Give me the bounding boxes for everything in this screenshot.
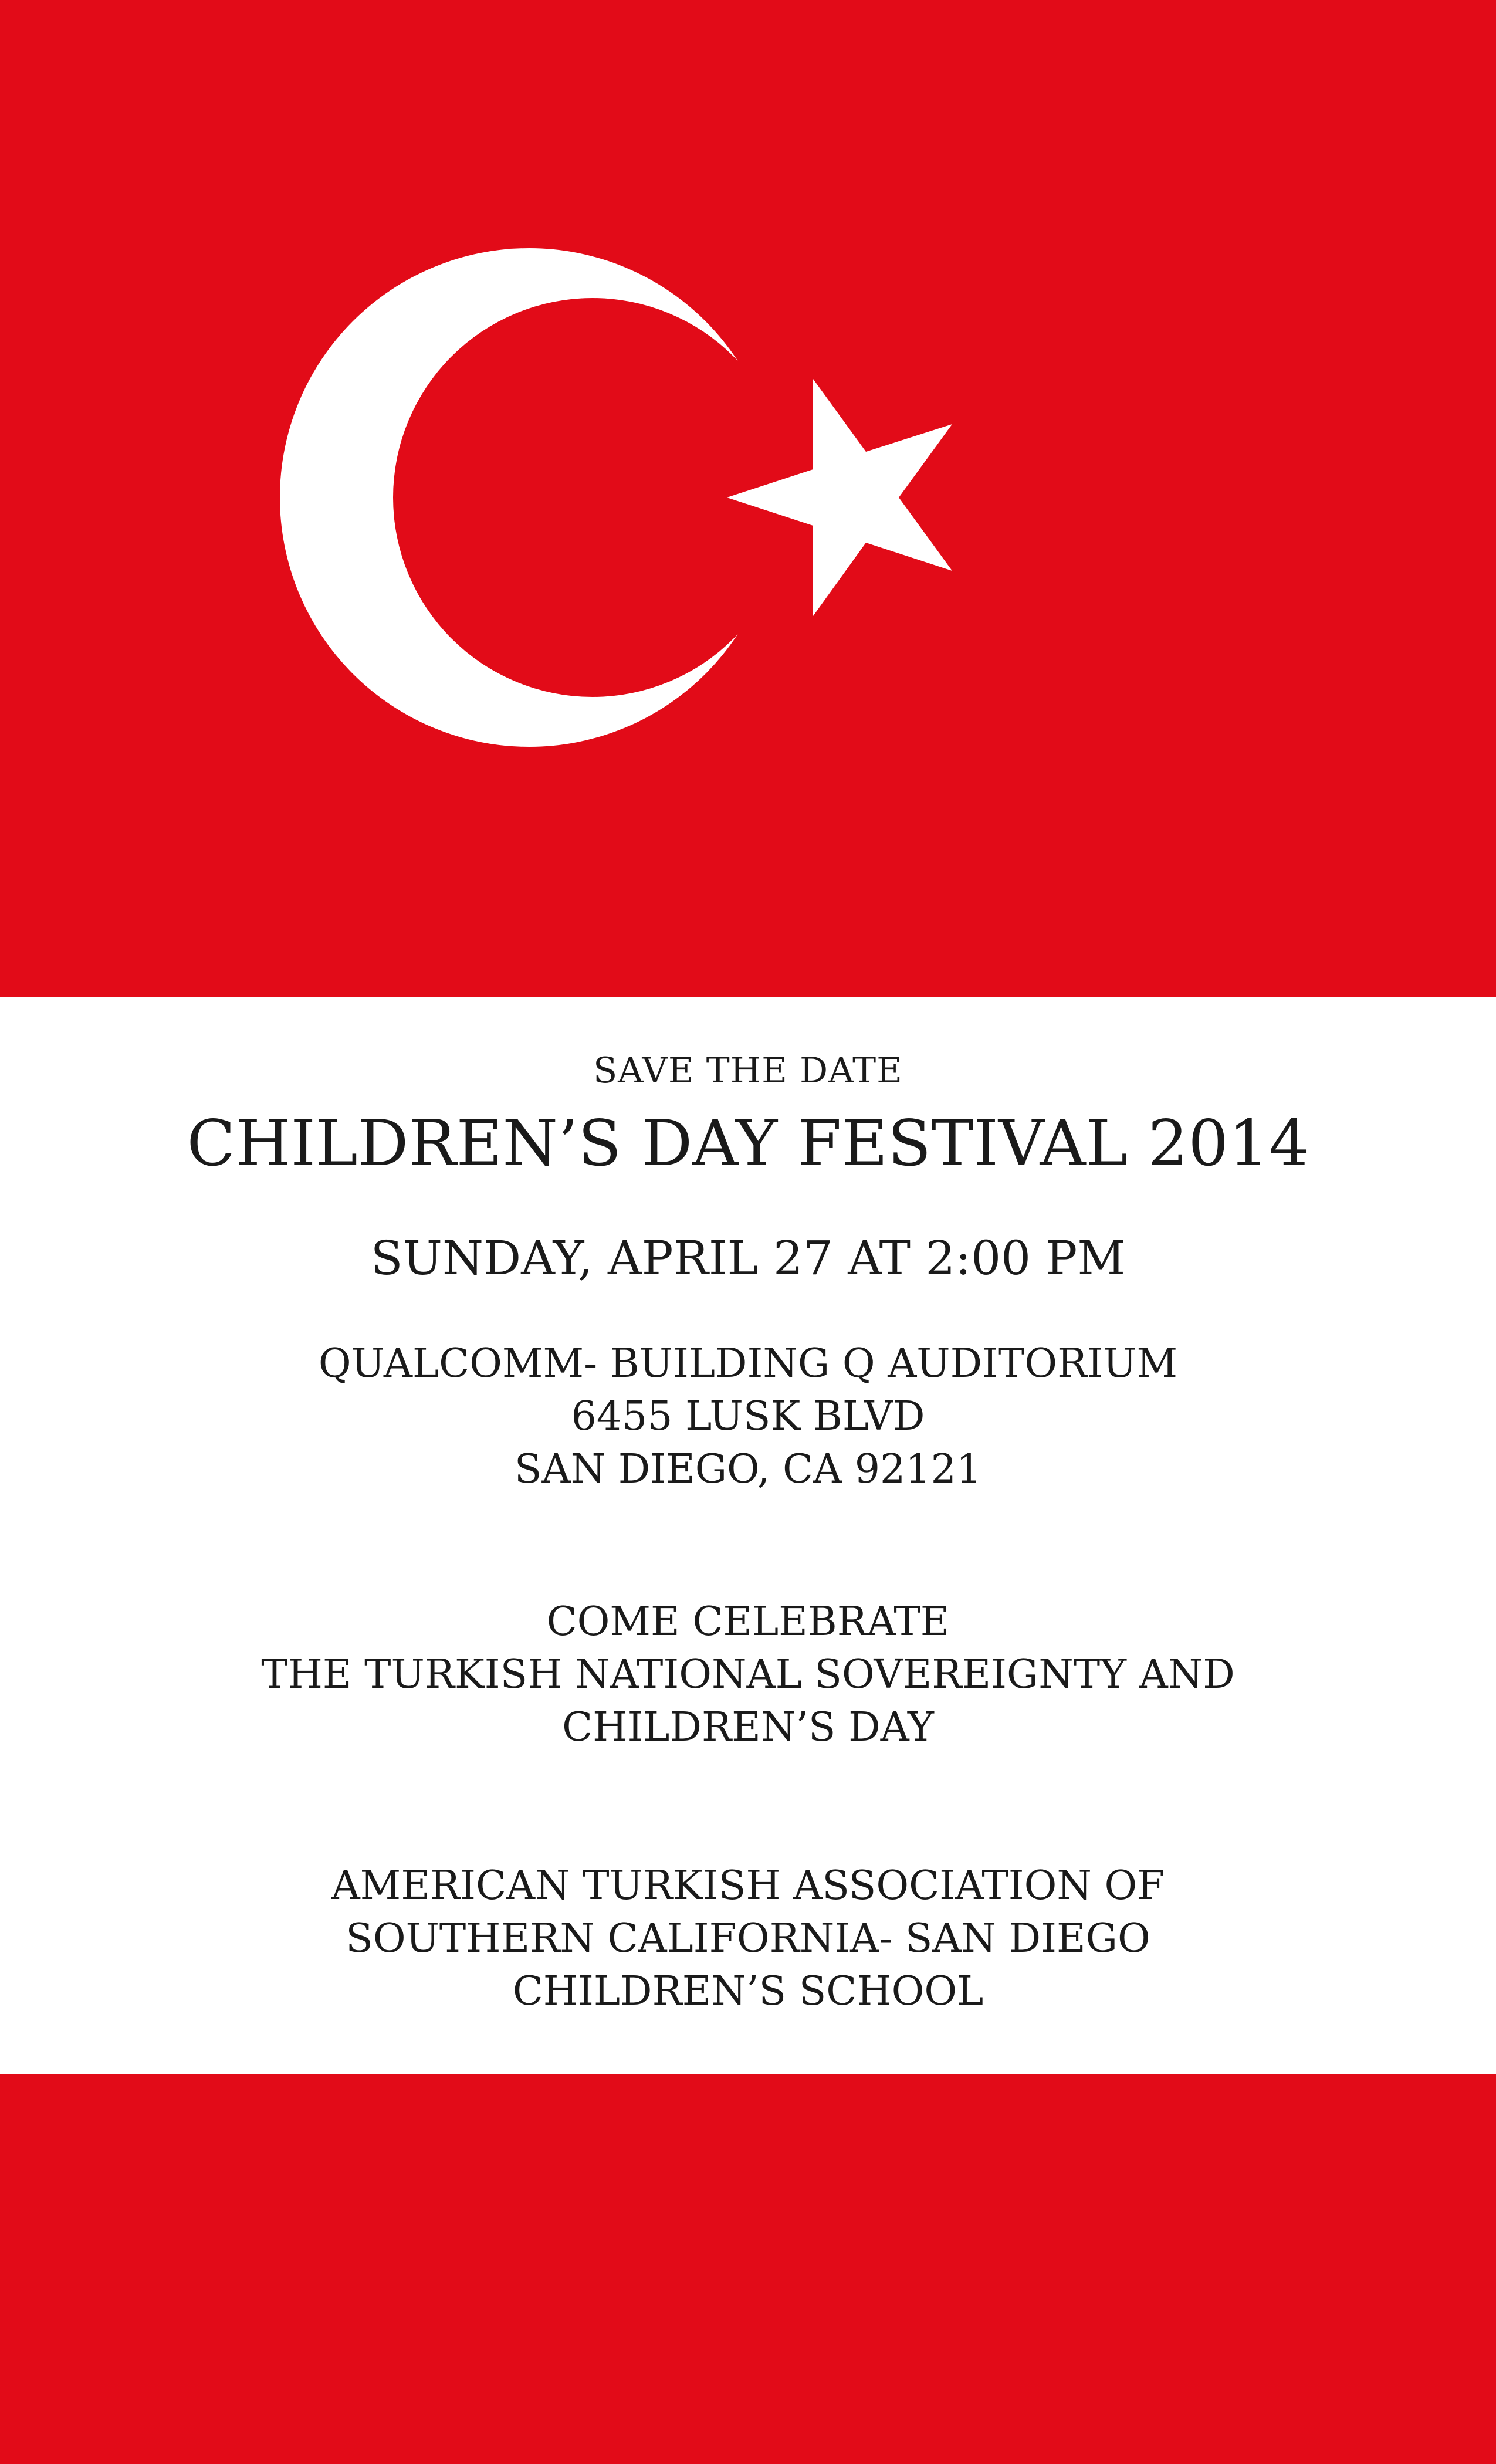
organizer-line-3: CHILDREN’S SCHOOL (512, 1968, 984, 2015)
venue-street: 6455 LUSK BLVD (571, 1393, 925, 1440)
celebration-message (0, 1596, 1496, 1754)
venue-name: QUALCOMM- BUILDING Q AUDITORIUM (318, 1341, 1178, 1387)
event-datetime (0, 1226, 1496, 1291)
bottom-red-band (0, 2074, 1496, 2464)
top-red-band (0, 0, 1496, 997)
title-text: CHILDREN’S DAY FESTIVAL 2014 (187, 1107, 1309, 1180)
celebrate-line-1: COME CELEBRATE (546, 1599, 950, 1645)
organizer-line-2: SOUTHERN CALIFORNIA- SAN DIEGO (346, 1915, 1150, 1962)
celebrate-line-2: THE TURKISH NATIONAL SOVEREIGNTY AND (261, 1651, 1235, 1698)
crescent-icon (280, 248, 779, 747)
organizer-info (0, 1860, 1496, 2018)
kicker-text: SAVE THE DATE (593, 1050, 903, 1091)
turkish-flag-emblem (0, 0, 1496, 997)
venue-city: SAN DIEGO, CA 92121 (514, 1446, 982, 1492)
save-the-date-label (0, 1047, 1496, 1094)
event-title (0, 1103, 1496, 1185)
event-venue (0, 1338, 1496, 1496)
celebrate-line-3: CHILDREN’S DAY (562, 1704, 934, 1751)
datetime-text: SUNDAY, APRIL 27 AT 2:00 PM (370, 1231, 1126, 1285)
organizer-line-1: AMERICAN TURKISH ASSOCIATION OF (331, 1863, 1165, 1909)
